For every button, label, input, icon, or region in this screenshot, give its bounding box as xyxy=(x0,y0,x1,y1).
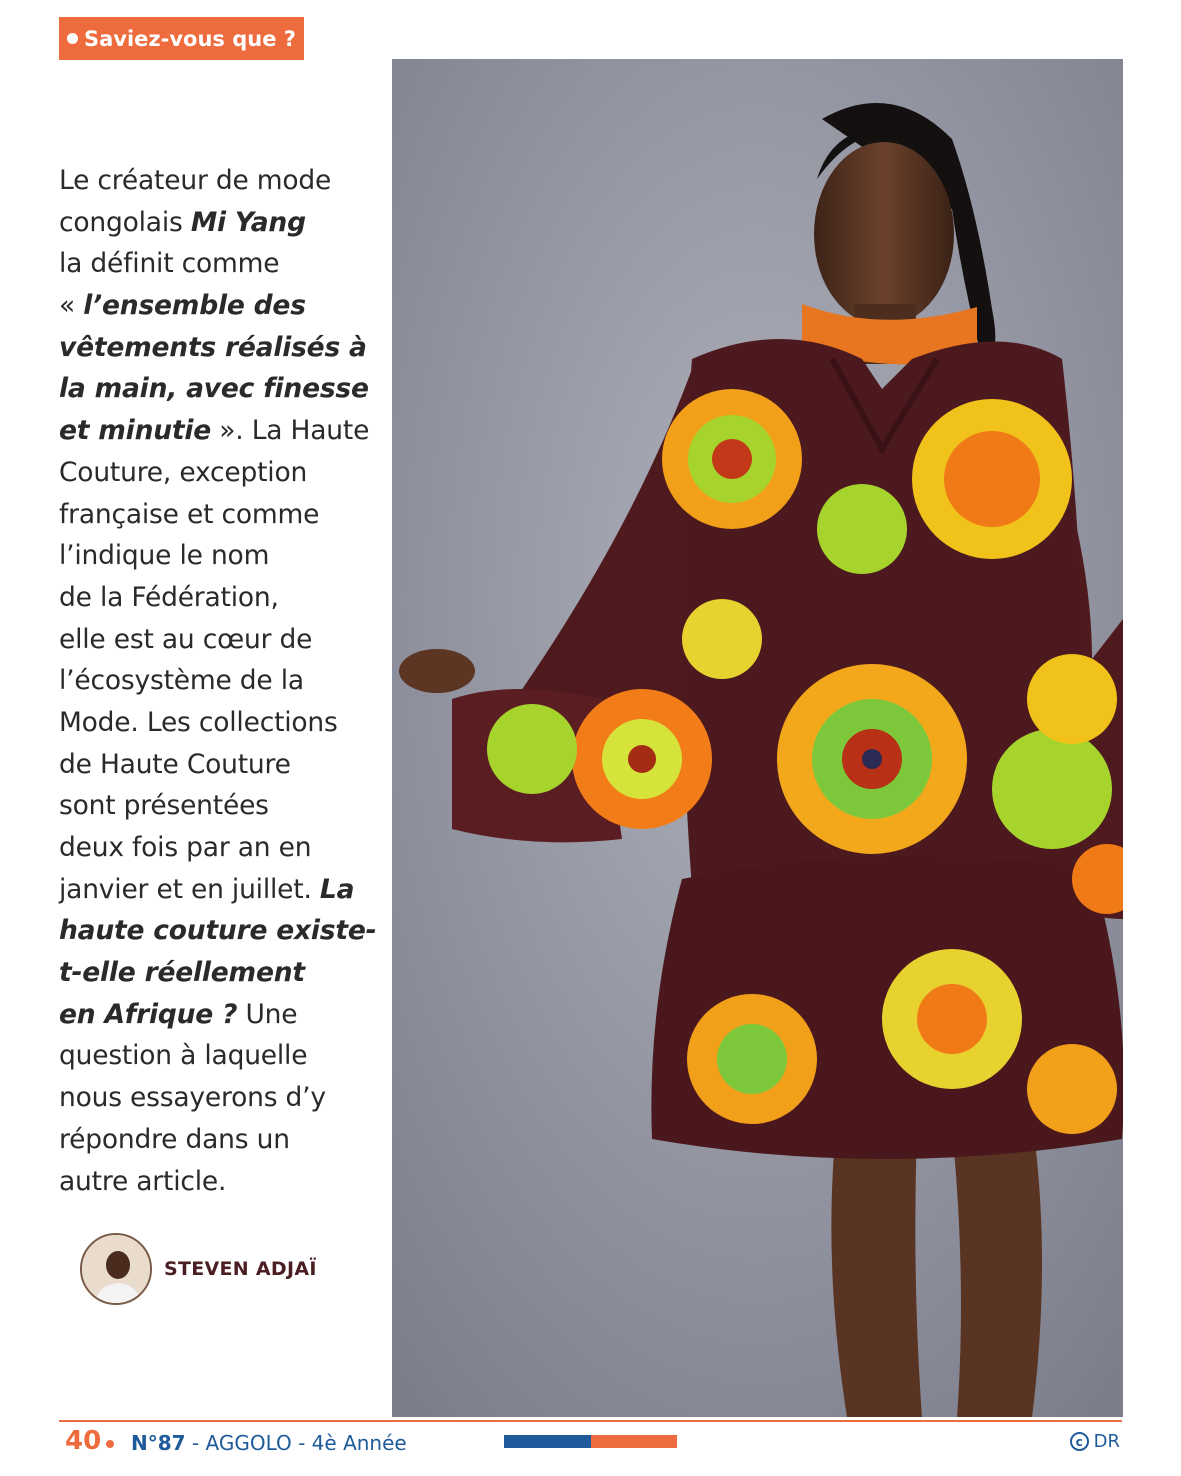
photo-credit xyxy=(1070,1431,1120,1452)
body-text: Mode. Les collections xyxy=(59,706,338,738)
article-line xyxy=(59,1161,377,1203)
body-text: autre article. xyxy=(59,1165,227,1197)
bullet-icon xyxy=(67,33,78,44)
issue-rest: - AGGOLO - 4è Année xyxy=(185,1431,407,1455)
section-tag xyxy=(59,17,304,60)
body-text: sont présentées xyxy=(59,790,269,822)
body-text: Une xyxy=(237,998,298,1030)
body-text: de la Fédération, xyxy=(59,581,279,613)
body-text: nous essayerons d’y xyxy=(59,1082,326,1114)
decorative-bar-orange xyxy=(591,1435,677,1448)
article-line xyxy=(59,744,377,786)
body-text: la définit comme xyxy=(59,248,280,280)
emphasis-text: l’ensemble des xyxy=(83,290,306,322)
emphasis-text: haute couture existe- xyxy=(59,915,377,947)
body-text: deux fois par an en xyxy=(59,832,312,863)
article-line xyxy=(59,1035,377,1077)
author-name: STEVEN ADJAÏ xyxy=(164,1258,317,1280)
article-line xyxy=(59,1077,377,1119)
emphasis-text: vêtements réalisés à xyxy=(59,331,367,363)
body-text: de Haute Couture xyxy=(59,748,291,780)
emphasis-text: la main, avec finesse xyxy=(59,373,369,405)
article-line xyxy=(59,494,377,536)
body-text: Couture, exception xyxy=(59,456,308,488)
article-line xyxy=(59,619,377,661)
emphasis-text: Mi Yang xyxy=(190,206,306,238)
emphasis-text: t-elle réellement xyxy=(59,957,305,989)
copyright-icon: c xyxy=(1070,1432,1089,1451)
page-footer xyxy=(59,1426,1122,1462)
article-line xyxy=(59,368,377,410)
article-line xyxy=(59,660,377,702)
body-text: l’indique le nom xyxy=(59,540,270,572)
article-line xyxy=(59,327,377,369)
body-text: question à laquelle xyxy=(59,1040,308,1072)
body-text: « xyxy=(59,290,84,322)
decorative-bar-blue xyxy=(504,1435,591,1448)
article-line xyxy=(59,1119,377,1161)
body-text: elle est au cœur de xyxy=(59,623,313,655)
section-tag-label: Saviez-vous que ? xyxy=(84,26,296,51)
issue-info xyxy=(131,1431,407,1455)
body-text: congolais xyxy=(59,206,191,238)
article-line xyxy=(59,285,377,327)
article-line xyxy=(59,827,377,869)
article-text xyxy=(59,160,377,1202)
body-text: ». La Haute xyxy=(211,415,370,447)
body-text: Le créateur de mode xyxy=(59,165,332,196)
emphasis-text: et minutie xyxy=(59,415,212,447)
article-line xyxy=(59,535,377,577)
body-text: janvier et en juillet. xyxy=(59,873,320,905)
article-line xyxy=(59,702,377,744)
article-line xyxy=(59,994,377,1036)
body-text: l’écosystème de la xyxy=(59,665,304,697)
article-line xyxy=(59,577,377,619)
emphasis-text: La xyxy=(319,873,355,905)
body-text: française et comme xyxy=(59,498,320,530)
credit-label: DR xyxy=(1093,1431,1120,1452)
author-avatar xyxy=(80,1233,152,1305)
emphasis-text: en Afrique ? xyxy=(59,998,238,1030)
article-line xyxy=(59,410,377,452)
fashion-photo xyxy=(392,59,1123,1417)
issue-number: N°87 xyxy=(131,1431,186,1455)
footer-divider xyxy=(59,1420,1122,1422)
article-line xyxy=(59,785,377,827)
article-line xyxy=(59,869,377,911)
article-line xyxy=(59,243,377,285)
page-number: 40 xyxy=(65,1426,102,1456)
author-byline xyxy=(80,1233,317,1305)
body-text: répondre dans un xyxy=(59,1123,290,1155)
article-line xyxy=(59,202,377,244)
article-line xyxy=(59,952,377,994)
bullet-icon xyxy=(106,1440,114,1448)
article-line xyxy=(59,452,377,494)
article-line xyxy=(59,160,377,202)
article-line xyxy=(59,910,377,952)
